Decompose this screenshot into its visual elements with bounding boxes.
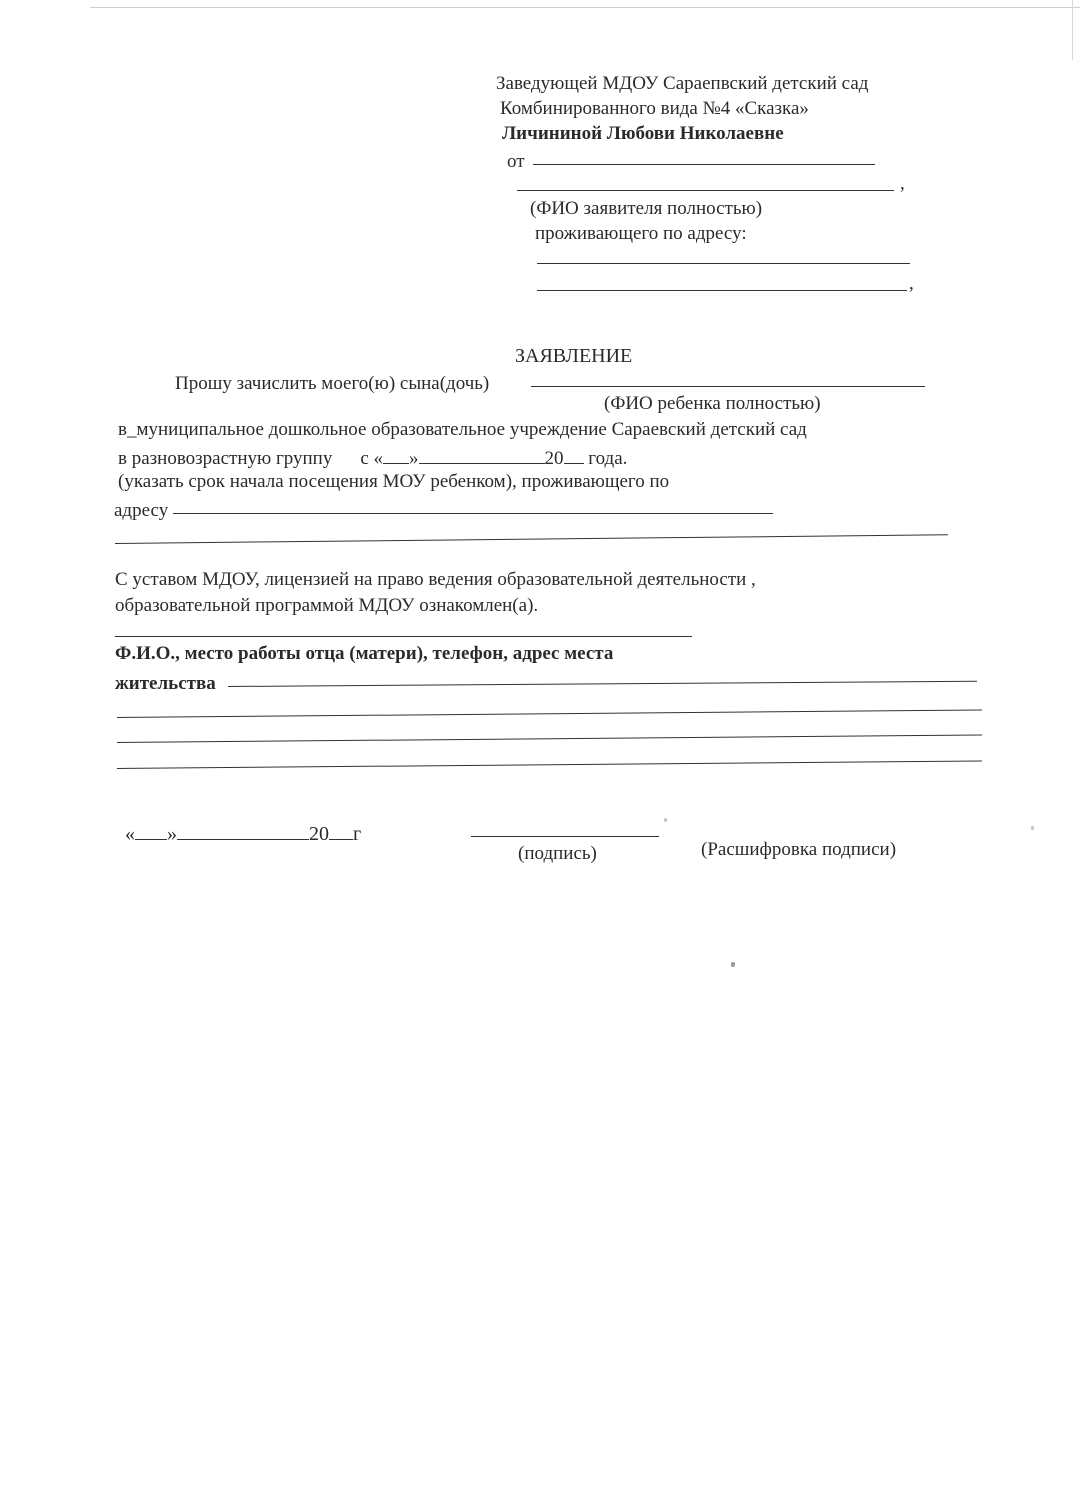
addressee-line-1: Заведующей МДОУ Сараепвский детский сад — [496, 73, 869, 94]
applicant-address-field-1[interactable] — [537, 263, 910, 264]
child-name-field[interactable] — [531, 386, 925, 387]
footer-date-line — [125, 822, 361, 846]
parent-info-field-1[interactable] — [228, 681, 977, 687]
applicant-address-field-2[interactable] — [537, 290, 907, 291]
scan-right-edge — [1072, 0, 1073, 60]
from-label: от — [507, 151, 525, 172]
signature-decode-hint: (Расшифровка подписи) — [701, 839, 897, 860]
applicant-name-field-2[interactable] — [517, 190, 894, 191]
request-text: Прошу зачислить моего(ю) сына(дочь) — [175, 373, 490, 394]
footer-month-field[interactable] — [177, 822, 309, 840]
institution-text: в_муниципальное дошкольное образовательное учреждение Сараевский детский сад — [118, 419, 807, 440]
comma-mark: , — [900, 173, 905, 194]
signature-field[interactable] — [471, 836, 659, 837]
charter-line-1: С уставом МДОУ, лицензией на право ведения образовательной деятельности , — [115, 569, 756, 590]
child-hint: (ФИО ребенка полностью) — [604, 393, 821, 414]
footer-year-text: 20 — [309, 823, 329, 845]
group-text: в разновозрастную группу — [118, 448, 333, 469]
parent-info-field-2[interactable] — [117, 709, 982, 718]
applicant-hint: (ФИО заявителя полностью) — [530, 198, 763, 219]
parent-info-line-2: жительства — [115, 673, 216, 694]
parent-info-field-3[interactable] — [117, 734, 982, 743]
footer-year-suffix: г — [353, 823, 362, 845]
child-address-field-2[interactable] — [115, 534, 948, 544]
footer-year-field[interactable] — [329, 822, 353, 840]
group-line — [118, 446, 627, 471]
footer-date-open: « — [125, 823, 135, 845]
date-prefix: с « — [360, 448, 384, 469]
parent-info-field-4[interactable] — [117, 760, 982, 769]
date-close: » — [409, 448, 419, 469]
parent-info-line-1: Ф.И.О., место работы отца (матери), телефон, адрес места — [115, 643, 614, 664]
start-hint: (указать срок начала посещения МОУ ребенком), проживающего по — [118, 471, 670, 492]
charter-line-2: образовательной программой МДОУ ознакомлен(а). — [115, 595, 539, 616]
signature-hint: (подпись) — [518, 843, 597, 864]
scan-speck — [664, 818, 667, 822]
residence-label: проживающего по адресу: — [535, 223, 747, 244]
comma-mark-2: , — [909, 273, 914, 294]
addressee-name: Личининой Любови Николаевне — [502, 123, 784, 144]
scan-top-edge — [90, 7, 1080, 8]
footer-day-field[interactable] — [135, 822, 167, 840]
footer-date-close: » — [167, 823, 177, 845]
child-address-field-1[interactable] — [173, 513, 773, 514]
document-title: ЗАЯВЛЕНИЕ — [515, 345, 633, 367]
addressee-line-2: Комбинированного вида №4 «Сказка» — [500, 98, 809, 119]
scan-speck — [731, 962, 735, 967]
acknowledge-signature-field[interactable] — [115, 636, 692, 637]
year-prefix: 20 — [544, 448, 564, 469]
child-address-label: адресу — [114, 500, 169, 521]
year-field[interactable] — [564, 446, 584, 464]
year-suffix: года. — [583, 448, 628, 469]
scan-speck — [1031, 826, 1034, 830]
day-field[interactable] — [383, 446, 409, 464]
month-field[interactable] — [419, 446, 545, 464]
applicant-name-field[interactable] — [533, 164, 875, 165]
